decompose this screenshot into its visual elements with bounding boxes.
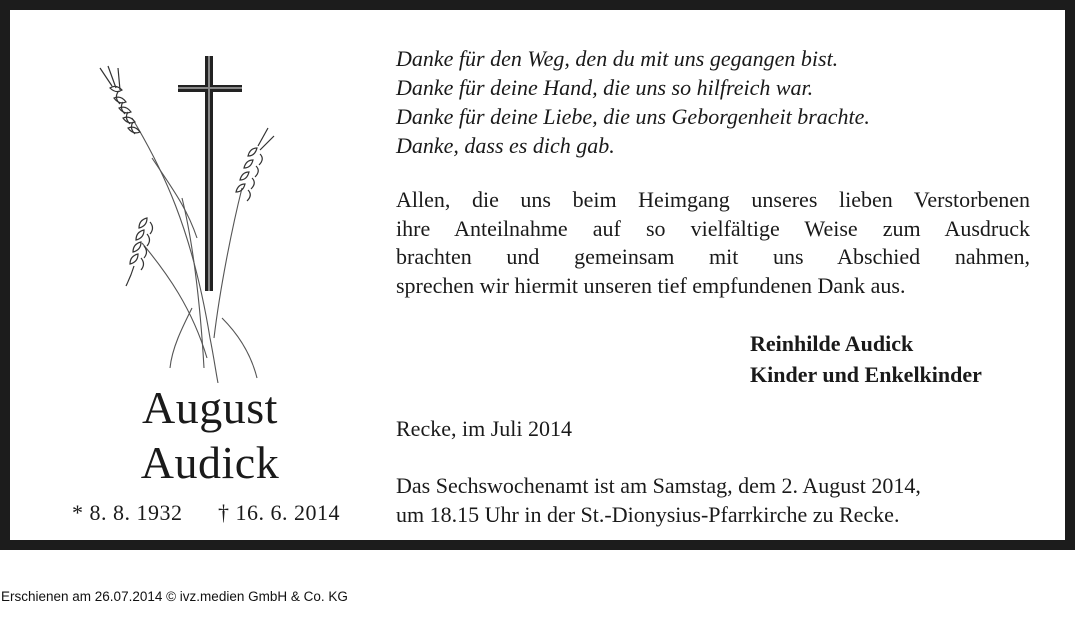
thanks-line: brachten und gemeinsam mit uns Abschied nahmen, [396, 244, 1030, 269]
deceased-last-name: Audick [140, 437, 280, 488]
signature-name: Reinhilde Audick [750, 331, 914, 356]
birth-date: * 8. 8. 1932 [72, 500, 183, 525]
notice-line: Das Sechswochenamt ist am Samstag, dem 2. August 2014, [396, 473, 921, 498]
thanks-line: ihre Anteilnahme auf so vielfältige Weise zum Ausdruck [396, 215, 1030, 241]
place-date: Recke, im Juli 2014 [396, 416, 572, 441]
thanks-paragraph [396, 186, 1030, 300]
verse-line: Danke, dass es dich gab. [396, 133, 615, 158]
thanks-line: sprechen wir hiermit unseren tief empfundenen Dank aus. [396, 272, 906, 298]
verse [396, 44, 870, 160]
cross-with-wheat-ears-icon [92, 38, 282, 383]
death-date: † 16. 6. 2014 [218, 500, 340, 525]
verse-line: Danke für deine Liebe, die uns Geborgenheit brachte. [396, 104, 870, 129]
thanks-line: Allen, die uns beim Heimgang unseres lieben Verstorbenen [396, 187, 1030, 212]
notice-panel [10, 10, 1065, 540]
verse-line: Danke für deine Hand, die uns so hilfreich war. [396, 75, 814, 100]
signature-family: Kinder und Enkelkinder [750, 362, 982, 387]
publication-footer: Erschienen am 26.07.2014 © ivz.medien GmbH & Co. KG [1, 589, 348, 604]
verse-line: Danke für den Weg, den du mit uns gegangen bist. [396, 46, 839, 71]
mass-notice [396, 471, 921, 529]
deceased-first-name: August [142, 382, 278, 433]
notice-line: um 18.15 Uhr in der St.-Dionysius-Pfarrkirche zu Recke. [396, 502, 900, 527]
signature [750, 328, 982, 390]
